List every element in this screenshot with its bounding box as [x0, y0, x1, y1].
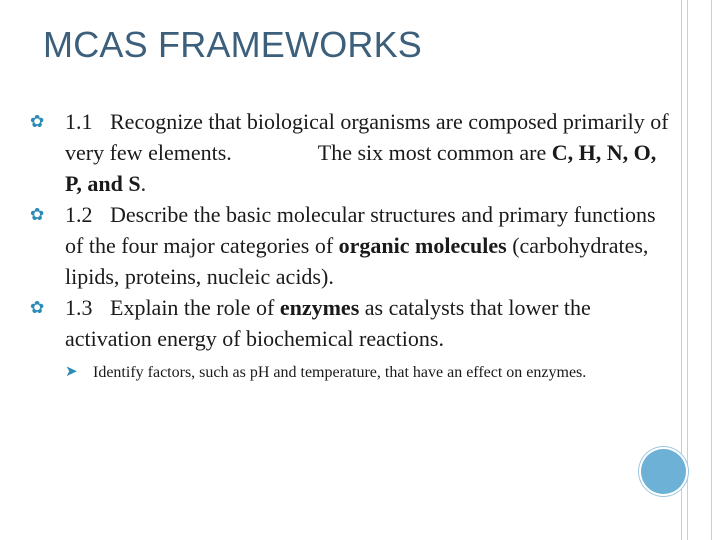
arrow-bullet-icon: ➤ — [65, 364, 78, 380]
frame-line-right — [711, 0, 712, 540]
leaf-bullet-icon: ✿ — [30, 298, 45, 317]
decorative-circle — [641, 449, 686, 494]
bullet-item-1-1 — [30, 106, 670, 199]
bullet-list — [30, 106, 670, 384]
bullet-text: . — [140, 171, 147, 196]
bullet-text: The six most common are — [317, 140, 552, 165]
frame-line-middle — [687, 0, 688, 540]
bullet-text: Describe the basic molecular structures and primary functions of the four major categories of — [65, 202, 656, 258]
standard-code: 1.1 — [65, 109, 93, 134]
bullet-text: Explain the role of — [110, 295, 280, 320]
sub-bullet-text: Identify factors, such as pH and temperature, that have an effect on enzymes. — [93, 364, 587, 381]
sub-bullet-item — [65, 361, 670, 384]
standard-code: 1.2 — [65, 202, 93, 227]
bullet-emphasis: organic molecules — [338, 233, 507, 258]
leaf-bullet-icon: ✿ — [30, 112, 45, 131]
bullet-emphasis: C, H, N, O, P, and S — [65, 140, 657, 196]
slide-title: MCAS FRAMEWORKS — [43, 24, 423, 65]
bullet-item-1-3 — [30, 292, 670, 354]
bullet-text: as catalysts that lower the activation energy of biochemical reactions. — [65, 295, 591, 351]
bullet-emphasis: enzymes — [279, 295, 360, 320]
bullet-text: Recognize that biological organisms are composed primarily of very few elements. — [65, 109, 669, 165]
leaf-bullet-icon: ✿ — [30, 205, 45, 224]
bullet-item-1-2 — [30, 199, 670, 292]
standard-code: 1.3 — [65, 295, 93, 320]
bullet-text: (carbohydrates, lipids, proteins, nucleic acids). — [65, 233, 649, 289]
